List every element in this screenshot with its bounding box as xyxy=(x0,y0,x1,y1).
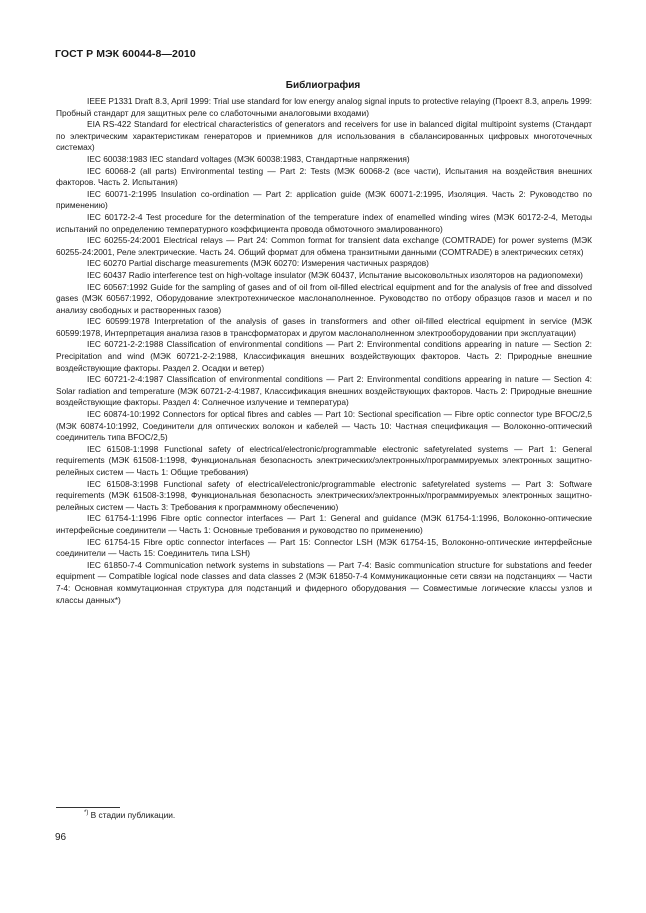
bibliography-entry: IEC 61754-15 Fibre optic connector interfaces — Part 15: Connector LSH (МЭК 61754-15, Волоконно-оптические интерфейсные соединители — Часть 15: Соединитель типа LSH) xyxy=(56,536,592,559)
bibliography-entry: IEC 61508-3:1998 Functional safety of electrical/electronic/programmable electronic safetyrelated systems — Part 3: Software requirements (МЭК 61508-3:1998, Функциональная безопасность электрических/электронных/программируемых электронных защитно-релейных систем — Часть 3: Требования к программному обеспечению) xyxy=(56,478,592,512)
bibliography-entry: IEC 60172-2-4 Test procedure for the determination of the temperature index of enamelled winding wires (МЭК 60172-2-4, Методы испытаний по определению температурного коэффициента провода обмоточного эмалированного) xyxy=(56,211,592,234)
footnote-marker: *) xyxy=(84,810,89,817)
bibliography-entry: IEEE P1331 Draft 8.3, April 1999: Trial use standard for low energy analog signal inputs to protective relaying (Проект 8.3, апрель 1999: Пробный стандарт для защитных реле со слаботочными аналоговыми входами) xyxy=(56,96,592,118)
bibliography-entry: IEC 61850-7-4 Communication network systems in substations — Part 7-4: Basic communication structure for substations and feeder equipment — Compatible logical node classes and data classes 2 (МЭК 61850-7-4 Коммуникационные сети связи на подстанциях — Части 7-4: Основная коммутационная структура для подстанций и фидерного оборудования — Совместимые логические классы узлов и классы данных*) xyxy=(56,559,592,605)
page-number: 96 xyxy=(55,832,67,843)
bibliography-entry: IEC 60721-2-4:1987 Classification of environmental conditions — Part 2: Environmental conditions appearing in nature — Section 4: Solar radiation and temperature (МЭК 60721-2-4:1987, Классификация внешних воздействующих факторов. Часть 2: Природные внешние воздействующие факторы. Раздел 4: Солнечное излучение и температура) xyxy=(56,374,592,408)
bibliography-entry: IEC 60599:1978 Interpretation of the analysis of gases in transformers and other oil-filled electrical equipment in service (МЭК 60599:1978, Интерпретация анализа газов в трансформаторах и другом маслонаполненном электрооборудовании при эксплуатации) xyxy=(56,316,592,338)
bibliography-entry: IEC 60270 Partial discharge measurements (МЭК 60270: Измерения частичных разрядов) xyxy=(87,258,429,269)
bibliography-entry: IEC 61754-1:1996 Fibre optic connector interfaces — Part 1: General and guidance (МЭК 61754-1:1996, Волоконно-оптические интерфейсные соединители — Часть 1: Основные требования и руководство по применению) xyxy=(56,513,592,535)
footnote xyxy=(84,810,175,820)
section-title: Библиография xyxy=(285,80,361,91)
bibliography-entry: IEC 61508-1:1998 Functional safety of electrical/electronic/programmable electronic safetyrelated systems — Part 1: General requirements (МЭК 61508-1:1998, Функциональная безопасность электрических/электронных/программируемых электронных защитно-релейных систем — Часть 1: Общие требования) xyxy=(56,443,592,477)
bibliography-entry: IEC 60071-2:1995 Insulation co-ordination — Part 2: application guide (МЭК 60071-2:1995, Изоляция. Часть 2: Руководство по применению) xyxy=(56,188,592,211)
bibliography-entry: IEC 60567:1992 Guide for the sampling of gases and of oil from oil-filled electrical equipment and for the analysis of free and dissolved gases (МЭК 60567:1992, Оборудование электротехническое маслонаполненное. Руководство по отбору образцов газов и масел и по анализу свободных и растворенных газов) xyxy=(56,281,592,315)
bibliography-entry: IEC 60068-2 (all parts) Environmental testing — Part 2: Tests (МЭК 60068-2 (все части), Испытания на воздействия внешних факторов. Часть 2. Испытания) xyxy=(56,165,592,188)
footnote-divider xyxy=(56,807,120,808)
bibliography-entry: EIA RS-422 Standard for electrical characteristics of generators and receivers for use in balanced digital multipoint systems (Стандарт по электрическим характеристикам генераторов и приемников для использования в сбалансированных цифровых многоточечных системах) xyxy=(56,119,592,153)
bibliography-entry: IEC 60038:1983 IEC standard voltages (МЭК 60038:1983, Стандартные напряжения) xyxy=(87,153,410,164)
document-header: ГОСТ Р МЭК 60044-8—2010 xyxy=(55,48,196,60)
bibliography-entry: IEC 60255-24:2001 Electrical relays — Part 24: Common format for transient data exchange (COMTRADE) for power systems (МЭК 60255-24:2001, Реле электрические. Часть 24. Общий формат для обмена транзитными данными (COMTRADE) в электрических сетях) xyxy=(56,235,592,257)
bibliography-entry: IEC 60721-2-2:1988 Classification of environmental conditions — Part 2: Environmental conditions appearing in nature — Section 2: Precipitation and wind (МЭК 60721-2-2:1988, Классификация внешних воздействующих факторов. Часть 2: Природные внешние воздействующие факторы. Раздел 2. Осадки и ветер) xyxy=(56,339,592,373)
footnote-text: В стадии публикации. xyxy=(88,810,176,820)
bibliography-list xyxy=(56,96,592,606)
bibliography-entry: IEC 60874-10:1992 Connectors for optical fibres and cables — Part 10: Sectional specification — Fibre optic connector type BFOC/2,5 (МЭК 60874-10:1992, Соединители для оптических волокон и кабелей — Часть 10: Частная спецификация — Волоконно-оптический соединитель типа BFOC/2,5) xyxy=(56,409,592,443)
bibliography-entry: IEC 60437 Radio interference test on high-voltage insulator (МЭК 60437, Испытание высоковольтных изоляторов на радиопомехи) xyxy=(87,269,583,280)
